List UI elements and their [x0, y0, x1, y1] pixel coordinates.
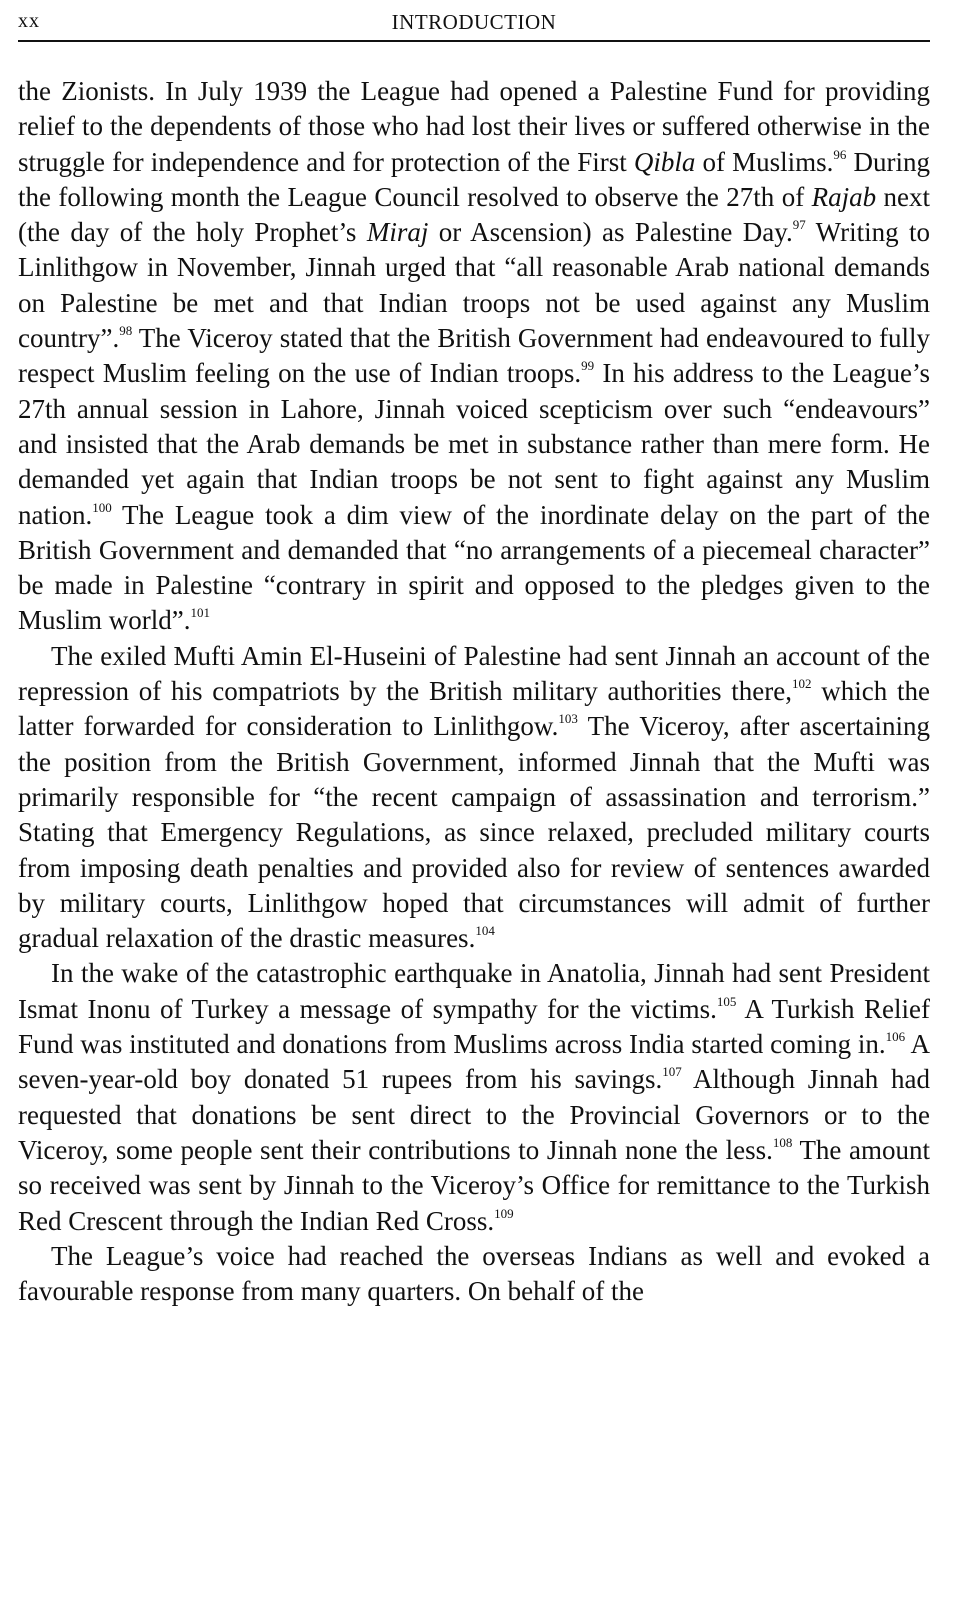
paragraph [18, 1239, 930, 1310]
footnote-marker: 105 [716, 993, 737, 1009]
footnote-marker: 96 [833, 146, 847, 162]
footnote-marker: 106 [885, 1029, 906, 1045]
text-run: The League’s voice had reached the overseas Indians as well and evoked a favourable response from many quarters. On behalf of the [18, 1240, 930, 1307]
paragraph [18, 74, 930, 639]
italic-term: Rajab [811, 181, 877, 212]
text-run: of Muslims. [695, 146, 834, 177]
text-run: The League took a dim view of the inordinate delay on the part of the British Government and demanded that “no arrangements of a piecemeal character” be made in Palestine “contrary in spirit and opposed to the pledges given to the Muslim world”. [18, 499, 930, 636]
italic-term: Qibla [633, 146, 696, 177]
text-run: In the wake of the catastrophic earthquake in Anatolia, Jinnah had sent President Ismat Inonu of Turkey a message of sympathy for the victims. [18, 958, 930, 1024]
paragraph [18, 956, 930, 1238]
text-run: Although Jinnah had requested that donations be sent direct to the Provincial Governors or to the Viceroy, some people sent their contributions to Jinnah none the less. [18, 1064, 930, 1165]
footnote-marker: 100 [92, 499, 112, 515]
footnote-marker: 97 [792, 217, 806, 233]
paragraph [18, 639, 930, 957]
page-number: xx [18, 10, 40, 32]
text-run: The Viceroy, after ascertaining the position from the British Government, informed Jinnah that the Mufti was primarily responsible for “the recent campaign of assassination and terrorism.” Stating that Emergency Regulations, as since relaxed, precluded military courts from imposing death penalties and provided also for review of sentences awarded by military courts, Linlithgow hoped that circumstances will admit of further gradual relaxation of the drastic measures. [18, 711, 930, 954]
footnote-marker: 103 [558, 711, 578, 727]
text-run: A seven-year-old boy donated 51 rupees from his savings. [18, 1029, 930, 1095]
text-run: During the following month the League Council resolved to observe the 27th of [18, 146, 930, 212]
text-run: The amount so received was sent by Jinnah to the Viceroy’s Office for remittance to the Turkish Red Crescent through the Indian Red Cross. [18, 1134, 930, 1236]
running-head: INTRODUCTION [391, 10, 557, 34]
text-run: or Ascension) as Palestine Day. [428, 217, 793, 248]
text-run: next (the day of the holy Prophet’s [18, 181, 930, 248]
footnote-marker: 98 [119, 323, 133, 339]
italic-term: Miraj [366, 217, 429, 248]
text-run: Writing to Linlithgow in November, Jinnah urged that “all reasonable Arab national demands on Palestine be met and that Indian troops not be used against any Muslim country”. [18, 217, 930, 354]
footnote-marker: 102 [791, 676, 812, 692]
text-run: A Turkish Relief Fund was instituted and donations from Muslims across India started coming in. [18, 993, 931, 1060]
page-header [18, 6, 930, 42]
footnote-marker: 104 [475, 923, 495, 939]
footnote-marker: 101 [190, 605, 210, 621]
footnote-marker: 99 [581, 358, 595, 374]
text-run: the Zionists. In July 1939 the League had opened a Palestine Fund for providing relief to the dependents of those who had lost their lives or suffered otherwise in the struggle for independence and for protection of the First [18, 76, 930, 177]
footnote-marker: 107 [662, 1064, 682, 1080]
footnote-marker: 108 [772, 1134, 793, 1150]
text-run: which the latter forwarded for consideration to Linlithgow. [18, 676, 930, 742]
text-run: The Viceroy stated that the British Government had endeavoured to fully respect Muslim feeling on the use of Indian troops. [18, 323, 930, 389]
body-text [18, 74, 930, 1309]
footnote-marker: 109 [494, 1205, 514, 1221]
text-run: The exiled Mufti Amin El-Huseini of Palestine had sent Jinnah an account of the repression of his compatriots by the British military authorities there, [18, 640, 930, 707]
text-run: In his address to the League’s 27th annual session in Lahore, Jinnah voiced scepticism over such “endeavours” and insisted that the Arab demands be met in substance rather than mere form. He demanded yet again that Indian troops be not sent to fight against any Muslim nation. [18, 358, 930, 530]
